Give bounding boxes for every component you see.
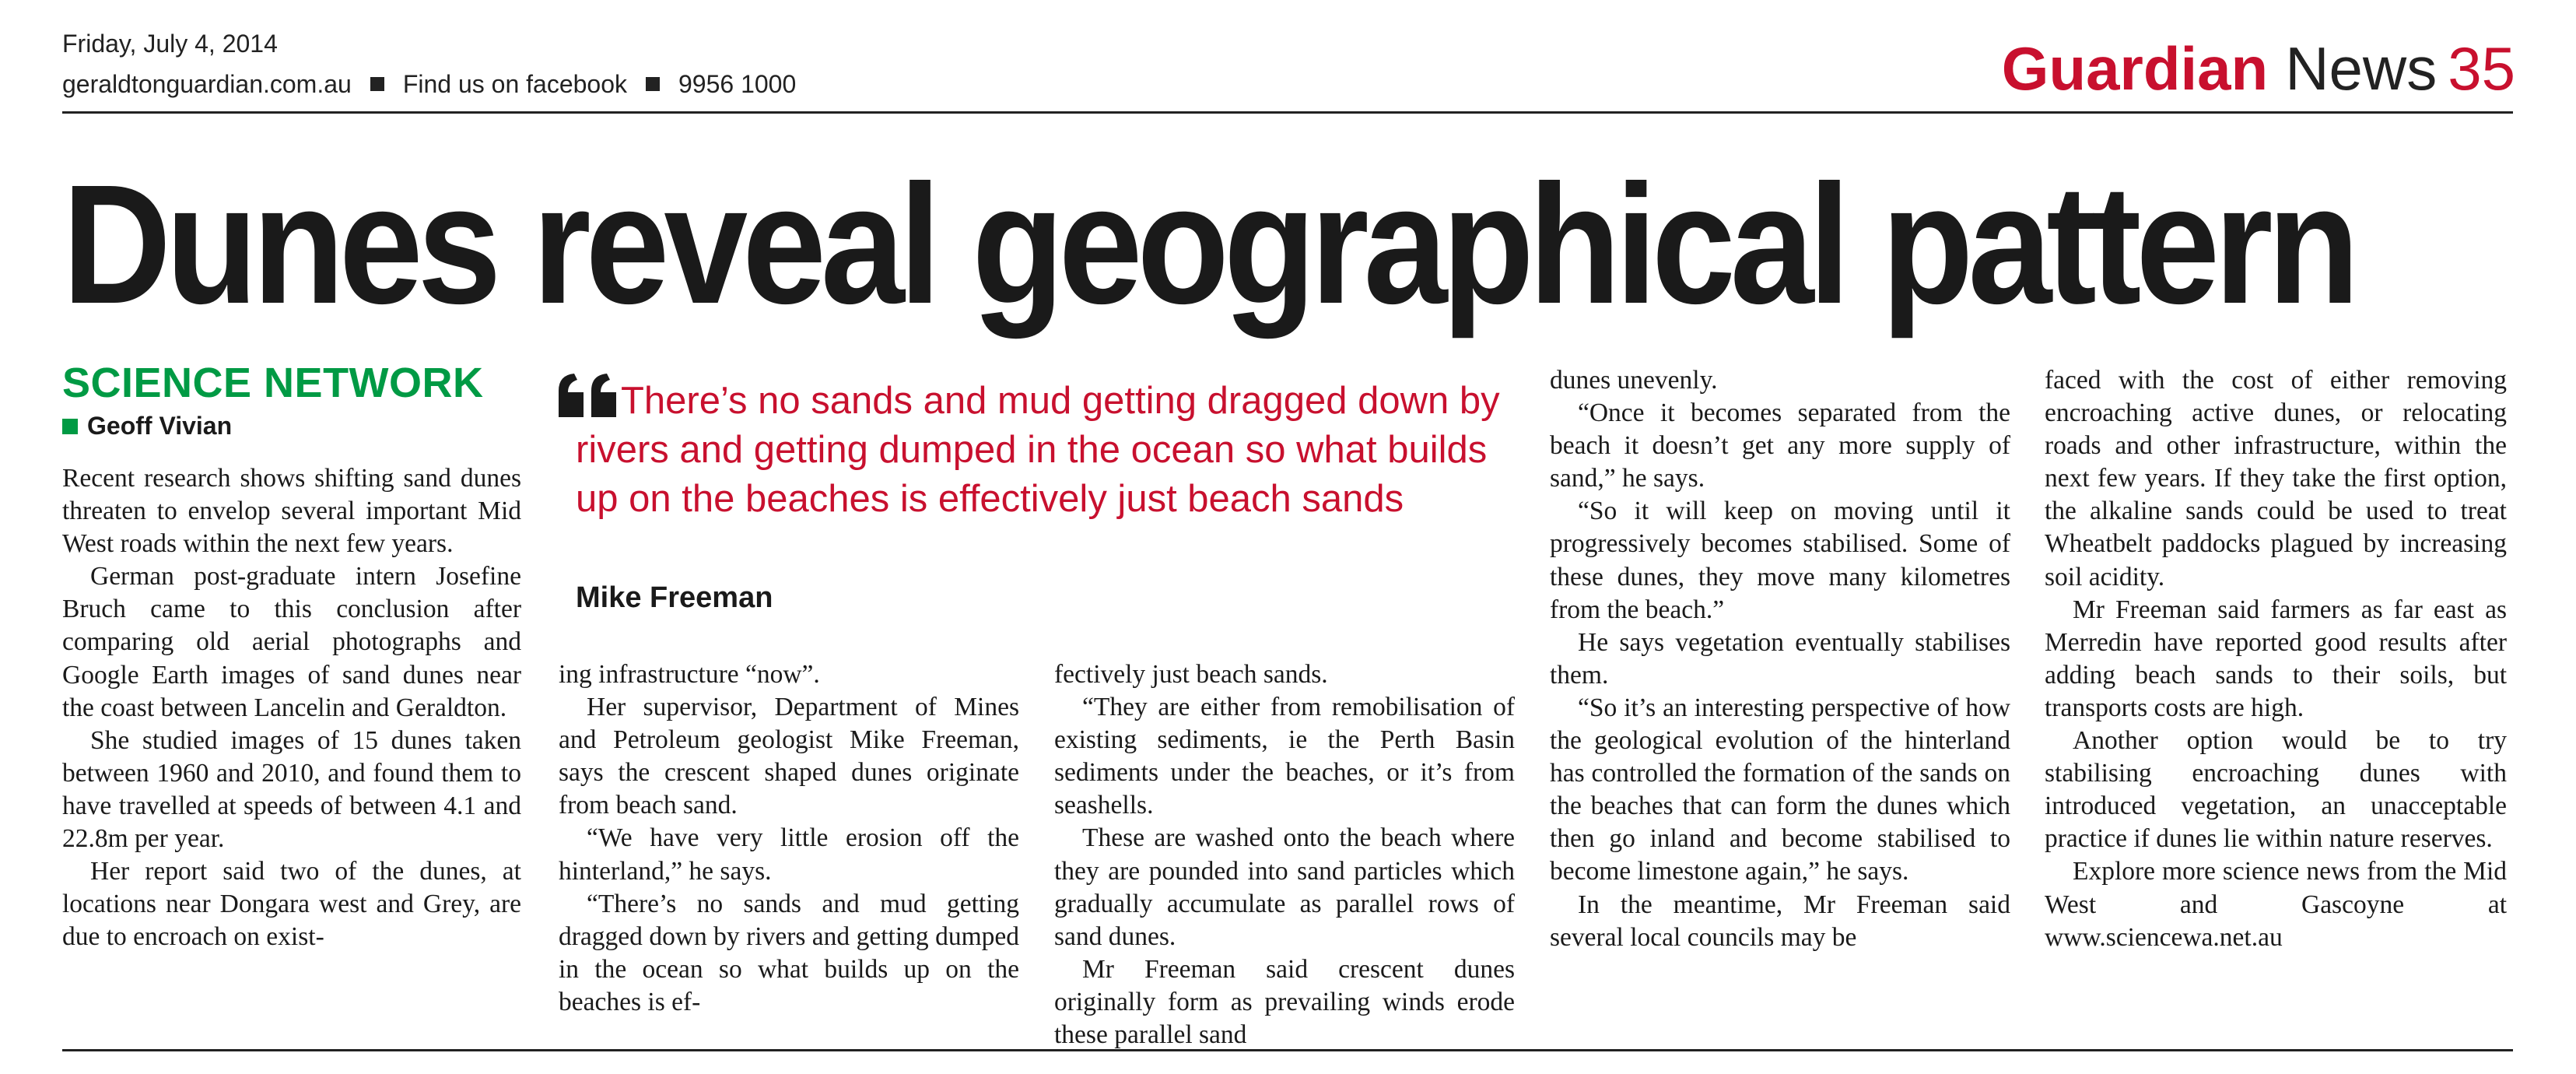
paragraph: Another option would be to try stabilising encroaching dunes with introduced vegetation, an unacceptable practice if dunes lie within nature reserves. [2045, 726, 2507, 854]
phone-number: 9956 1000 [678, 70, 797, 98]
paragraph: faced with the cost of either removing encroaching active dunes, or relocating roads and other infrastructure, within the next few years. If they take the first option, the alkaline sands could be used to treat Wheatbelt paddocks plagued by increasing soil acidity. [2045, 366, 2507, 591]
paragraph: “So it’s an interesting perspective of how the geological evolution of the hinterland has controlled the formation of the sands on the beaches that can form the dunes which then go inland and become stabilised to become limestone again,” he says. [1550, 693, 2010, 886]
pull-quote-attribution: Mike Freeman [576, 581, 773, 614]
paragraph: “Once it becomes separated from the beach it doesn’t get any more supply of sand,” he says. [1550, 398, 2010, 493]
paragraph: She studied images of 15 dunes taken between 1960 and 2010, and found them to have travelled at speeds of between 4.1 and 22.8m per year. [62, 725, 521, 854]
paragraph: He says vegetation eventually stabilises them. [1550, 627, 2010, 690]
paragraph: In the meantime, Mr Freeman said several local councils may be [1550, 890, 2010, 952]
paragraph: “There’s no sands and mud getting dragged down by rivers and getting dumped in the ocean so what builds up on the beaches is ef- [559, 889, 1019, 1016]
article-column-4 [1550, 364, 2010, 954]
section-name: News [2285, 34, 2438, 103]
paragraph: dunes unevenly. [1550, 366, 1718, 395]
section-label: SCIENCE NETWORK [62, 360, 484, 406]
paragraph: Mr Freeman said farmers as far east as Merredin have reported good results after adding beach sands to their soils, but transports costs are high. [2045, 595, 2507, 722]
masthead-brand [2002, 31, 2515, 106]
article-column-3 [1054, 658, 1515, 1051]
square-bullet-icon [370, 77, 384, 91]
paragraph: “So it will keep on moving until it progressively becomes stabilised. Some of these dunes, they move many kilometres from the beach.” [1550, 497, 2010, 624]
paragraph: fectively just beach sands. [1054, 660, 1328, 689]
headline: Dunes reveal geographical pattern [62, 150, 2354, 339]
top-divider [62, 111, 2513, 114]
square-bullet-icon [646, 77, 660, 91]
paragraph: “We have very little erosion off the hinterland,” he says. [559, 823, 1019, 886]
contact-line [62, 68, 796, 100]
pull-quote-text: There’s no sands and mud getting dragged down by rivers and getting dumped in the ocean so what builds up on the beaches is effectively just beach sands [576, 380, 1500, 520]
brand-name: Guardian [2001, 34, 2269, 103]
issue-date: Friday, July 4, 2014 [62, 30, 278, 58]
paragraph: “They are either from remobilisation of existing sediments, ie the Perth Basin sediments under the beaches, or it’s from seashells. [1054, 693, 1515, 820]
byline [62, 410, 232, 441]
page-number: 35 [2448, 34, 2515, 103]
paragraph: ing infrastructure “now”. [559, 660, 820, 689]
website-link[interactable]: geraldtonguardian.com.au [62, 70, 352, 98]
paragraph: Recent research shows shifting sand dunes threaten to envelop several important Mid West roads within the next few years. [62, 464, 521, 559]
paragraph: Her supervisor, Department of Mines and Petroleum geologist Mike Freeman, says the crescent shaped dunes originate from beach sand. [559, 693, 1019, 820]
article-column-1 [62, 462, 521, 953]
article-column-2 [559, 658, 1019, 1019]
paragraph: These are washed onto the beach where they are pounded into sand particles which gradually accumulate as parallel rows of sand dunes. [1054, 823, 1515, 951]
paragraph: Explore more science news from the Mid West and Gascoyne at www.sciencewa.net.au [2045, 857, 2507, 952]
paragraph: Mr Freeman said crescent dunes originally form as prevailing winds erode these parallel sand [1054, 954, 1515, 1050]
facebook-link[interactable]: Find us on facebook [402, 70, 627, 98]
article-column-5 [2045, 364, 2507, 954]
paragraph: German post-graduate intern Josefine Bruch came to this conclusion after comparing old aerial photographs and Google Earth images of sand dunes near the coast between Lancelin and Geraldton. [62, 562, 521, 722]
green-square-icon [62, 419, 78, 434]
author-name: Geoff Vivian [87, 412, 233, 440]
paragraph: Her report said two of the dunes, at locations near Dongara west and Grey, are due to encroach on exist- [62, 857, 521, 952]
bottom-divider [62, 1049, 2513, 1051]
